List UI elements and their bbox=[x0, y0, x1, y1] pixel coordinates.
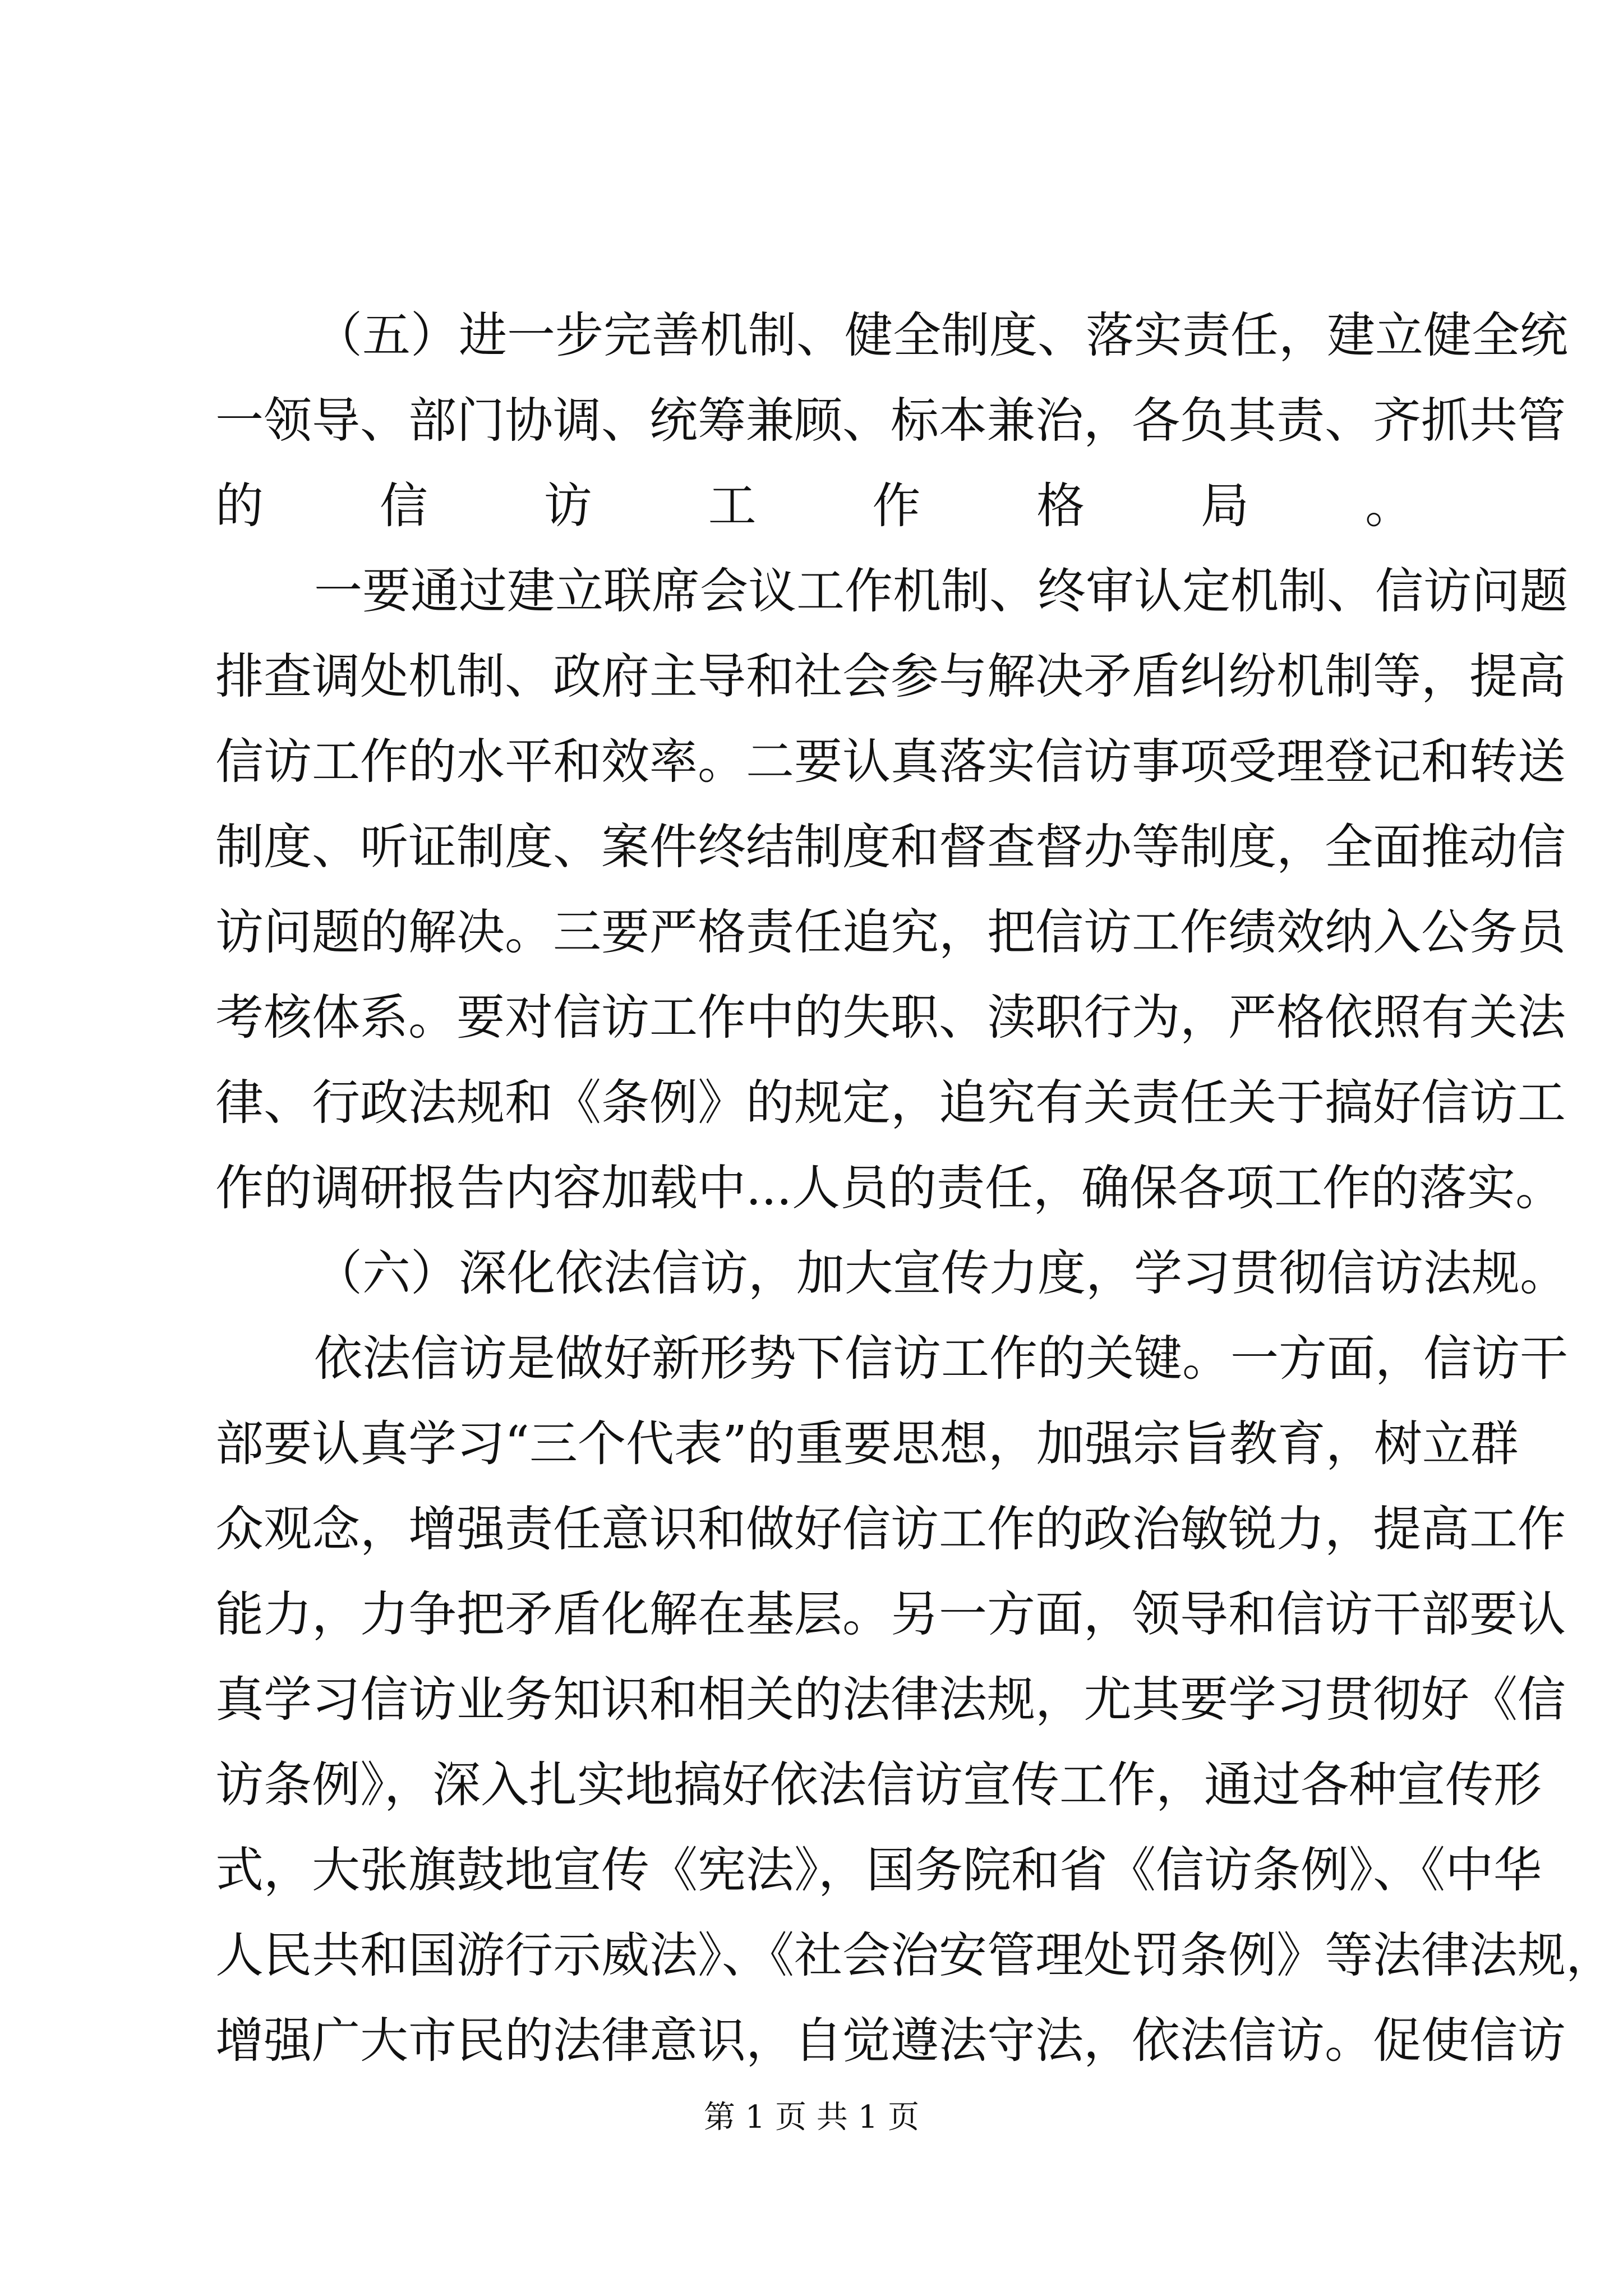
document-body bbox=[215, 293, 1614, 2088]
paragraph-5-heading-line-2: 一领导、部门协调、统筹兼顾、标本兼治，各负其责、齐抓共管 bbox=[215, 393, 1566, 449]
paragraph-5-body-line-1: 一要通过建立联席会议工作机制、终审认定机制、信访问题 bbox=[314, 563, 1568, 619]
paragraph-6-body-line-4: 能力，力争把矛盾化解在基层。另一方面，领导和信访干部要认 bbox=[215, 1586, 1566, 1642]
paragraph-5-body-line-4: 制度、听证制度、案件终结制度和督查督办等制度，全面推动信 bbox=[215, 819, 1566, 875]
paragraph-5-body-line-5: 访问题的解决。三要严格责任追究，把信访工作绩效纳入公务员 bbox=[215, 904, 1566, 960]
paragraph-6-heading-line-1: （六）深化依法信访，加大宣传力度，学习贯彻信访法规。 bbox=[314, 1245, 1568, 1301]
paragraph-5-heading-line-3: 的信访工作格局。 bbox=[215, 478, 1413, 534]
paragraph-5-body-line-6: 考核体系。要对信访工作中的失职、渎职行为，严格依照有关法 bbox=[215, 990, 1566, 1046]
paragraph-5-body-line-8: 作的调研报告内容加载中...人员的责任，确保各项工作的落实。 bbox=[215, 1160, 1564, 1216]
paragraph-5-body-line-7: 律、行政法规和《条例》的规定，追究有关责任关于搞好信访工 bbox=[215, 1075, 1566, 1131]
paragraph-6-body-line-8: 人民共和国游行示威法》、《社会治安管理处罚条例》等法律法规， bbox=[215, 1927, 1614, 1984]
paragraph-6-body-line-2: 部要认真学习“三个代表”的重要思想，加强宗旨教育，树立群 bbox=[215, 1416, 1519, 1472]
paragraph-6-body-line-3: 众观念，增强责任意识和做好信访工作的政治敏锐力，提高工作 bbox=[215, 1501, 1566, 1557]
page-number-footer: 第 1 页 共 1 页 bbox=[703, 2099, 920, 2136]
paragraph-6-body-line-6: 访条例》，深入扎实地搞好依法信访宣传工作，通过各种宣传形 bbox=[215, 1757, 1542, 1813]
paragraph-5-body-line-2: 排查调处机制、政府主导和社会参与解决矛盾纠纷机制等，提高 bbox=[215, 648, 1566, 705]
paragraph-5-body-line-3: 信访工作的水平和效率。二要认真落实信访事项受理登记和转送 bbox=[215, 734, 1566, 790]
paragraph-6-body-line-7: 式，大张旗鼓地宣传《宪法》，国务院和省《信访条例》、《中华 bbox=[215, 1842, 1542, 1898]
paragraph-6-body-line-1: 依法信访是做好新形势下信访工作的关键。一方面，信访干 bbox=[314, 1331, 1568, 1387]
paragraph-6-body-line-9: 增强广大市民的法律意识，自觉遵法守法，依法信访。促使信访 bbox=[215, 2013, 1566, 2069]
paragraph-6-body-line-5: 真学习信访业务知识和相关的法律法规，尤其要学习贯彻好《信 bbox=[215, 1672, 1566, 1728]
paragraph-5-heading-line-1: （五）进一步完善机制、健全制度、落实责任，建立健全统 bbox=[314, 307, 1568, 364]
